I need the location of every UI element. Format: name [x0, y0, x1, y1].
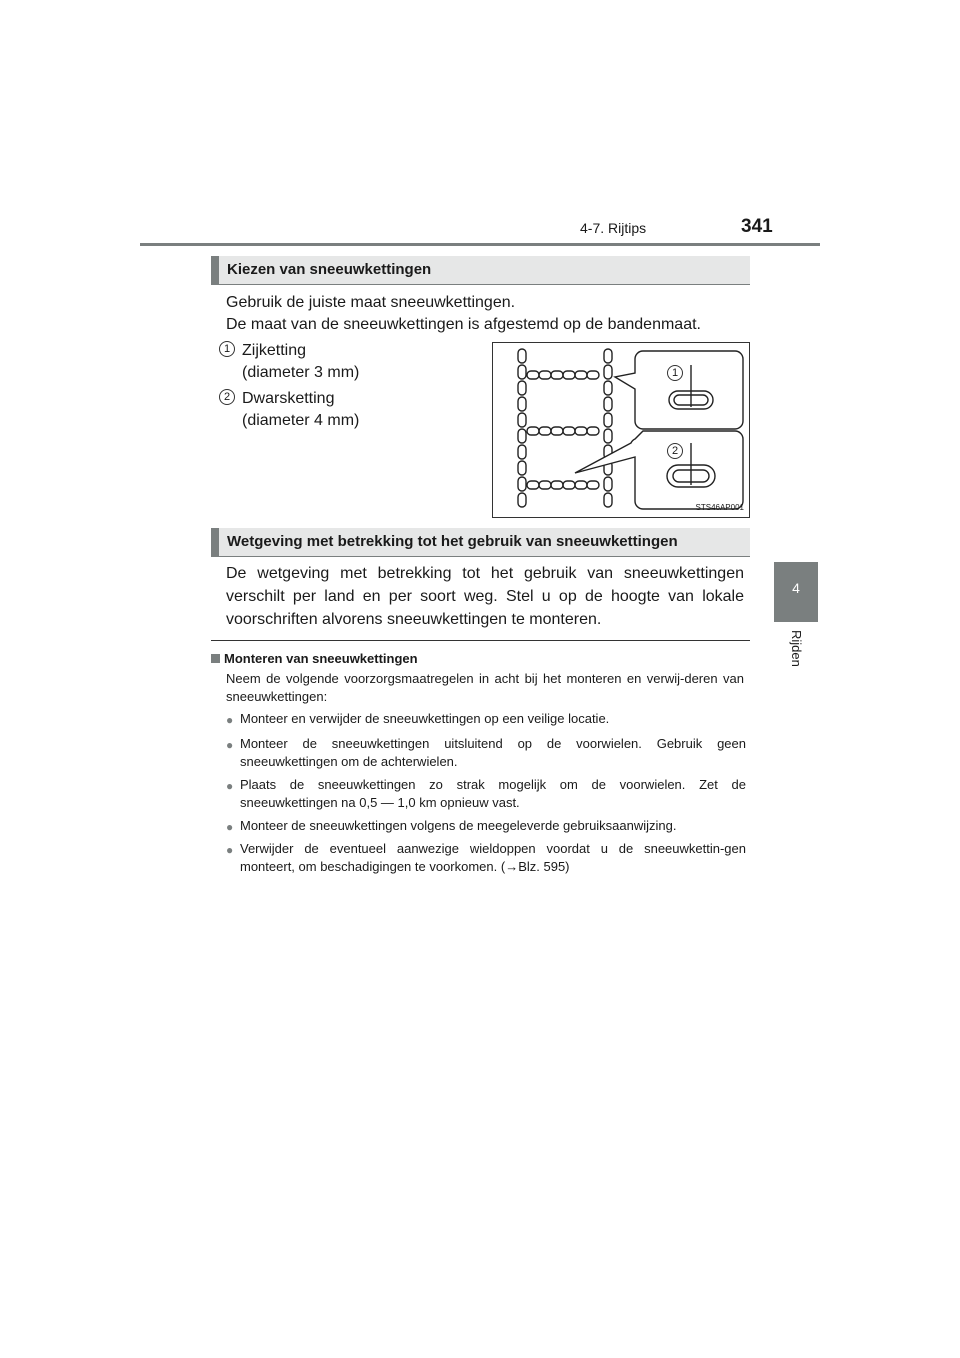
- page-number: 341: [741, 216, 773, 237]
- note-bullet-3: Plaats de sneeuwkettingen zo strak mogelijk om de voorwielen. Zet de sneeuwkettingen na 0,5 — 1,0 km opnieuw vast.: [240, 777, 746, 810]
- chapter-label-box: [776, 630, 816, 690]
- bullet-icon: ●: [226, 843, 234, 857]
- figure-code: STS46AP001: [695, 503, 744, 512]
- callout-box-2: [575, 431, 743, 509]
- figure-callout-2: 2: [667, 443, 683, 459]
- note-heading-text: Monteren van sneeuwkettingen: [224, 651, 418, 666]
- note-intro: Neem de volgende voorzorgsmaatregelen in acht bij het monteren en verwij-deren van sneeuwkettingen:: [226, 671, 744, 704]
- chapter-label: Rijden: [789, 630, 804, 667]
- bullet-icon: ●: [226, 779, 234, 793]
- callout-box-1: [615, 351, 743, 429]
- cross-chain-middle: [527, 427, 599, 435]
- section-heading-text: Kiezen van sneeuwkettingen: [227, 261, 432, 278]
- section-heading-text: Wetgeving met betrekking tot het gebruik van sneeuwkettingen: [227, 533, 678, 550]
- section-heading-legislation: [211, 528, 750, 557]
- chain-drawing: [493, 343, 749, 517]
- item-number-badge: 1: [219, 341, 235, 357]
- note-bullet-2: Monteer de sneeuwkettingen uitsluitend op de voorwielen. Gebruik geen sneeuwkettingen om de achterwielen.: [240, 736, 746, 769]
- legislation-body: De wetgeving met betrekking tot het gebruik van sneeuwkettingen verschilt per land en per soort weg. Stel u op de hoogte van lokale voorschriften alvorens sneeuwkettingen te monteren.: [226, 565, 744, 628]
- cross-chain-top: [527, 371, 599, 379]
- chapter-number: 4: [792, 580, 800, 596]
- item-label-cross-chain: Dwarsketting: [242, 390, 335, 407]
- figure-callout-1: 1: [667, 365, 683, 381]
- cross-chain-bottom: [527, 481, 599, 489]
- side-chain-right: [604, 349, 612, 507]
- note-bullet-4: Monteer de sneeuwkettingen volgens de meegeleverde gebruiksaanwijzing.: [240, 818, 677, 833]
- note-bullet-5: Verwijder de eventueel aanwezige wieldoppen voordat u de sneeuwkettin-gen monteert, om beschadigingen te voorkomen. (→Blz. 595): [240, 841, 746, 874]
- bullet-icon: ●: [226, 738, 234, 752]
- header-divider: [140, 243, 820, 246]
- item-label-side-chain: Zijketting: [242, 342, 307, 359]
- square-bullet-icon: [211, 654, 220, 663]
- item-detail-side-chain: (diameter 3 mm): [242, 364, 360, 381]
- item-number-badge: 2: [219, 389, 235, 405]
- note-bullet-1: Monteer en verwijder de sneeuwkettingen op een veilige locatie.: [240, 711, 610, 726]
- section-heading-choose-chains: [211, 256, 750, 285]
- intro-line-1: Gebruik de juiste maat sneeuwkettingen.: [226, 294, 516, 311]
- intro-line-2: De maat van de sneeuwkettingen is afgestemd op de bandenmaat.: [226, 316, 701, 333]
- snow-chain-illustration: [492, 342, 750, 518]
- side-chain-left: [518, 349, 526, 507]
- item-detail-cross-chain: (diameter 4 mm): [242, 412, 360, 429]
- chapter-tab: [774, 562, 818, 622]
- note-heading: [211, 651, 418, 666]
- bullet-icon: ●: [226, 820, 234, 834]
- section-breadcrumb: 4-7. Rijtips: [580, 220, 647, 236]
- bullet-icon: ●: [226, 713, 234, 727]
- note-divider: [211, 640, 750, 641]
